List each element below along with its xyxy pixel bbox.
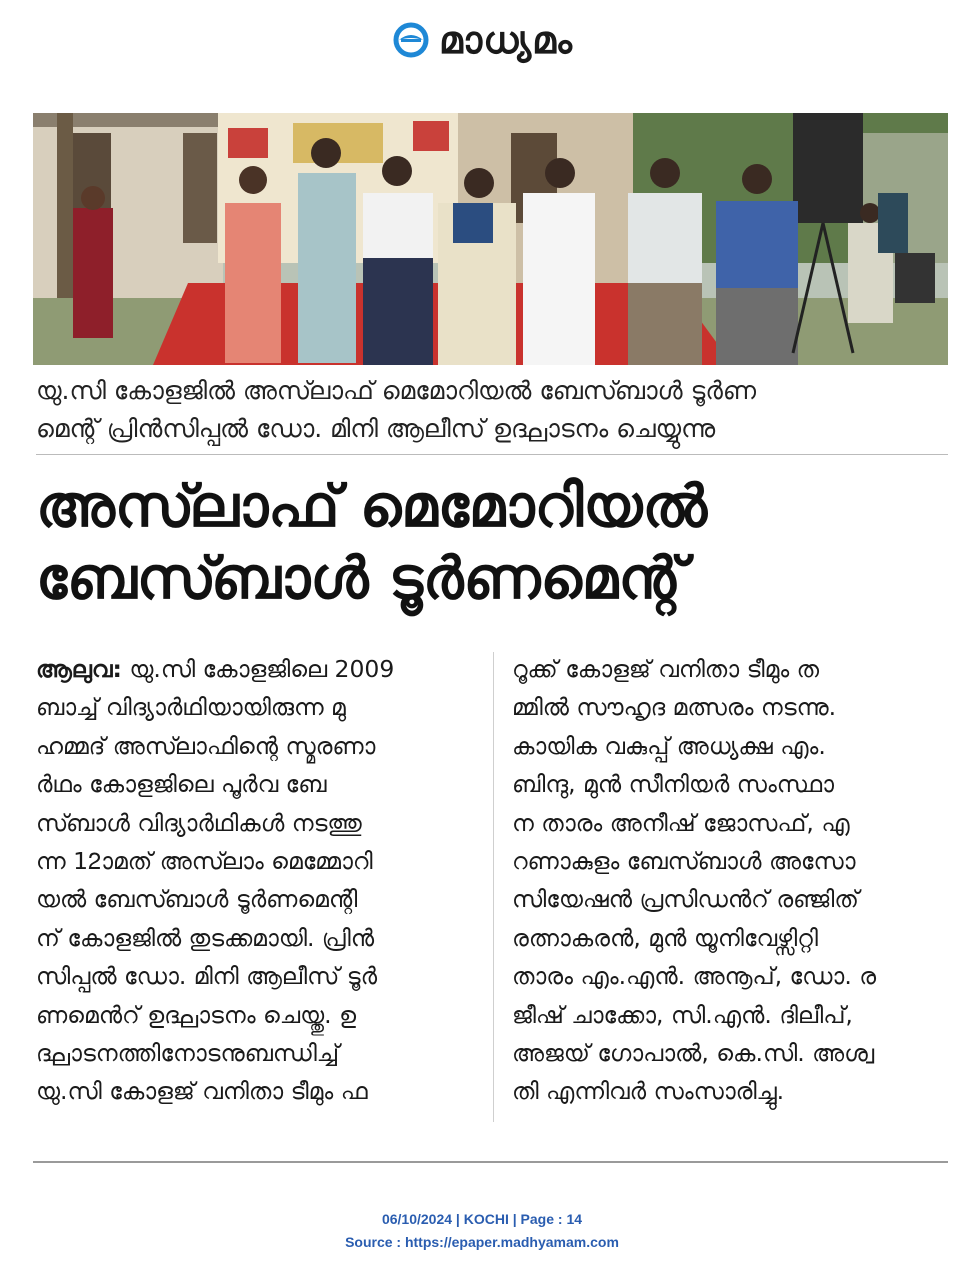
article-line <box>36 650 476 688</box>
caption-line: മെന്റ് പ്രിൻസിപ്പൽ ഡോ. മിനി ആലീസ് ഉദ്ഘാടനം ചെയ്യുന്നു <box>36 414 716 443</box>
article-line: ഹമ്മദ് അസ്‍ലാഫിന്റെ സ്മരണാ <box>36 731 376 760</box>
article-line: റൂക്ക് കോളജ് വനിതാ ടീമും ത <box>512 655 820 683</box>
column-divider <box>493 652 494 1122</box>
article-line: സ്ബാൾ വിദ്യാർഥികൾ നടത്തു <box>36 808 362 837</box>
article-column-right <box>512 650 948 1111</box>
article-line: ർഥം കോളജിലെ പൂർവ ബേ <box>36 770 327 799</box>
article-line: ണമെൻറ് ഉദ്ഘാടനം ചെയ്തു. ഉ <box>36 1000 357 1029</box>
article-text: യു.സി കോളജിലെ 2009 <box>121 655 395 683</box>
footer <box>0 1208 964 1254</box>
caption-line: യു.സി കോളജിൽ അസ്‍ലാഫ് മെമോറിയൽ ബേസ്ബാൾ ടൂർണ <box>36 376 756 405</box>
headline-line: അസ്‍ലാഫ് മെമോറിയൽ <box>36 472 708 540</box>
edition-info: 06/10/2024 | KOCHI | Page : 14 <box>381 1211 583 1227</box>
article-column-left <box>36 650 476 1111</box>
newspaper-name: മാധ്യമം <box>439 17 573 62</box>
article-line: ന് കോളജിൽ തുടക്കമായി. പ്രിൻ <box>36 923 375 952</box>
article-line: ബിന്ദു, മുൻ സീനിയർ സംസ്ഥാ <box>512 770 835 799</box>
article-line: ജീഷ് ചാക്കോ, സി.എൻ. ദിലീപ്, <box>512 1000 853 1029</box>
headline <box>36 470 948 614</box>
article-line: ബാച്ച് വിദ്യാർഥിയായിരുന്ന മു <box>36 693 346 722</box>
headline-line: ബേസ്ബാൾ ടൂർണമെന്റ് <box>36 544 687 612</box>
photo-caption <box>36 372 948 455</box>
article-line: യൽ ബേസ്ബാൾ ടൂർണമെന്റി <box>36 885 358 914</box>
article-line: കായിക വകുപ്പ് അധ്യക്ഷ എം. <box>512 731 826 760</box>
madhyamam-logo-icon <box>391 20 431 60</box>
article-line: അജയ് ഗോപാൽ, കെ.സി. അശ്വ <box>512 1039 875 1068</box>
masthead <box>0 0 964 80</box>
article-line: യു.സി കോളജ് വനിതാ ടീമും ഫ <box>36 1077 368 1106</box>
article-line: സിയേഷൻ പ്രസിഡൻറ് രഞ്ജിത് <box>512 885 859 914</box>
bottom-divider <box>33 1161 948 1163</box>
source-link[interactable]: Source : https://epaper.madhyamam.com <box>345 1234 619 1250</box>
news-photo <box>33 113 948 365</box>
article-line: ദ്ഘാടനത്തിനോടനുബന്ധിച്ച് <box>36 1039 340 1068</box>
article-line: സിപ്പൽ ഡോ. മിനി ആലീസ് ടൂർ <box>36 962 378 991</box>
article-line: താരം എം.എൻ. അനൂപ്, ഡോ. ര <box>512 962 877 991</box>
article-line: മ്മിൽ സൗഹൃദ മത്സരം നടന്നു. <box>512 693 837 722</box>
dateline: ആലുവ: <box>36 655 122 683</box>
article-line: രത്നാകരൻ, മുൻ യൂനിവേഴ്സിറ്റി <box>512 923 818 952</box>
article-line: റണാകുളം ബേസ്ബാൾ അസോ <box>512 847 856 876</box>
article-line: തി എന്നിവർ സംസാരിച്ചു. <box>512 1077 785 1106</box>
article-line: ന്ന 12ാമത് അസ്‍ലാം മെമ്മോറി <box>36 847 373 876</box>
article-line: ന താരം അനീഷ് ജോസഫ്, എ <box>512 808 850 837</box>
